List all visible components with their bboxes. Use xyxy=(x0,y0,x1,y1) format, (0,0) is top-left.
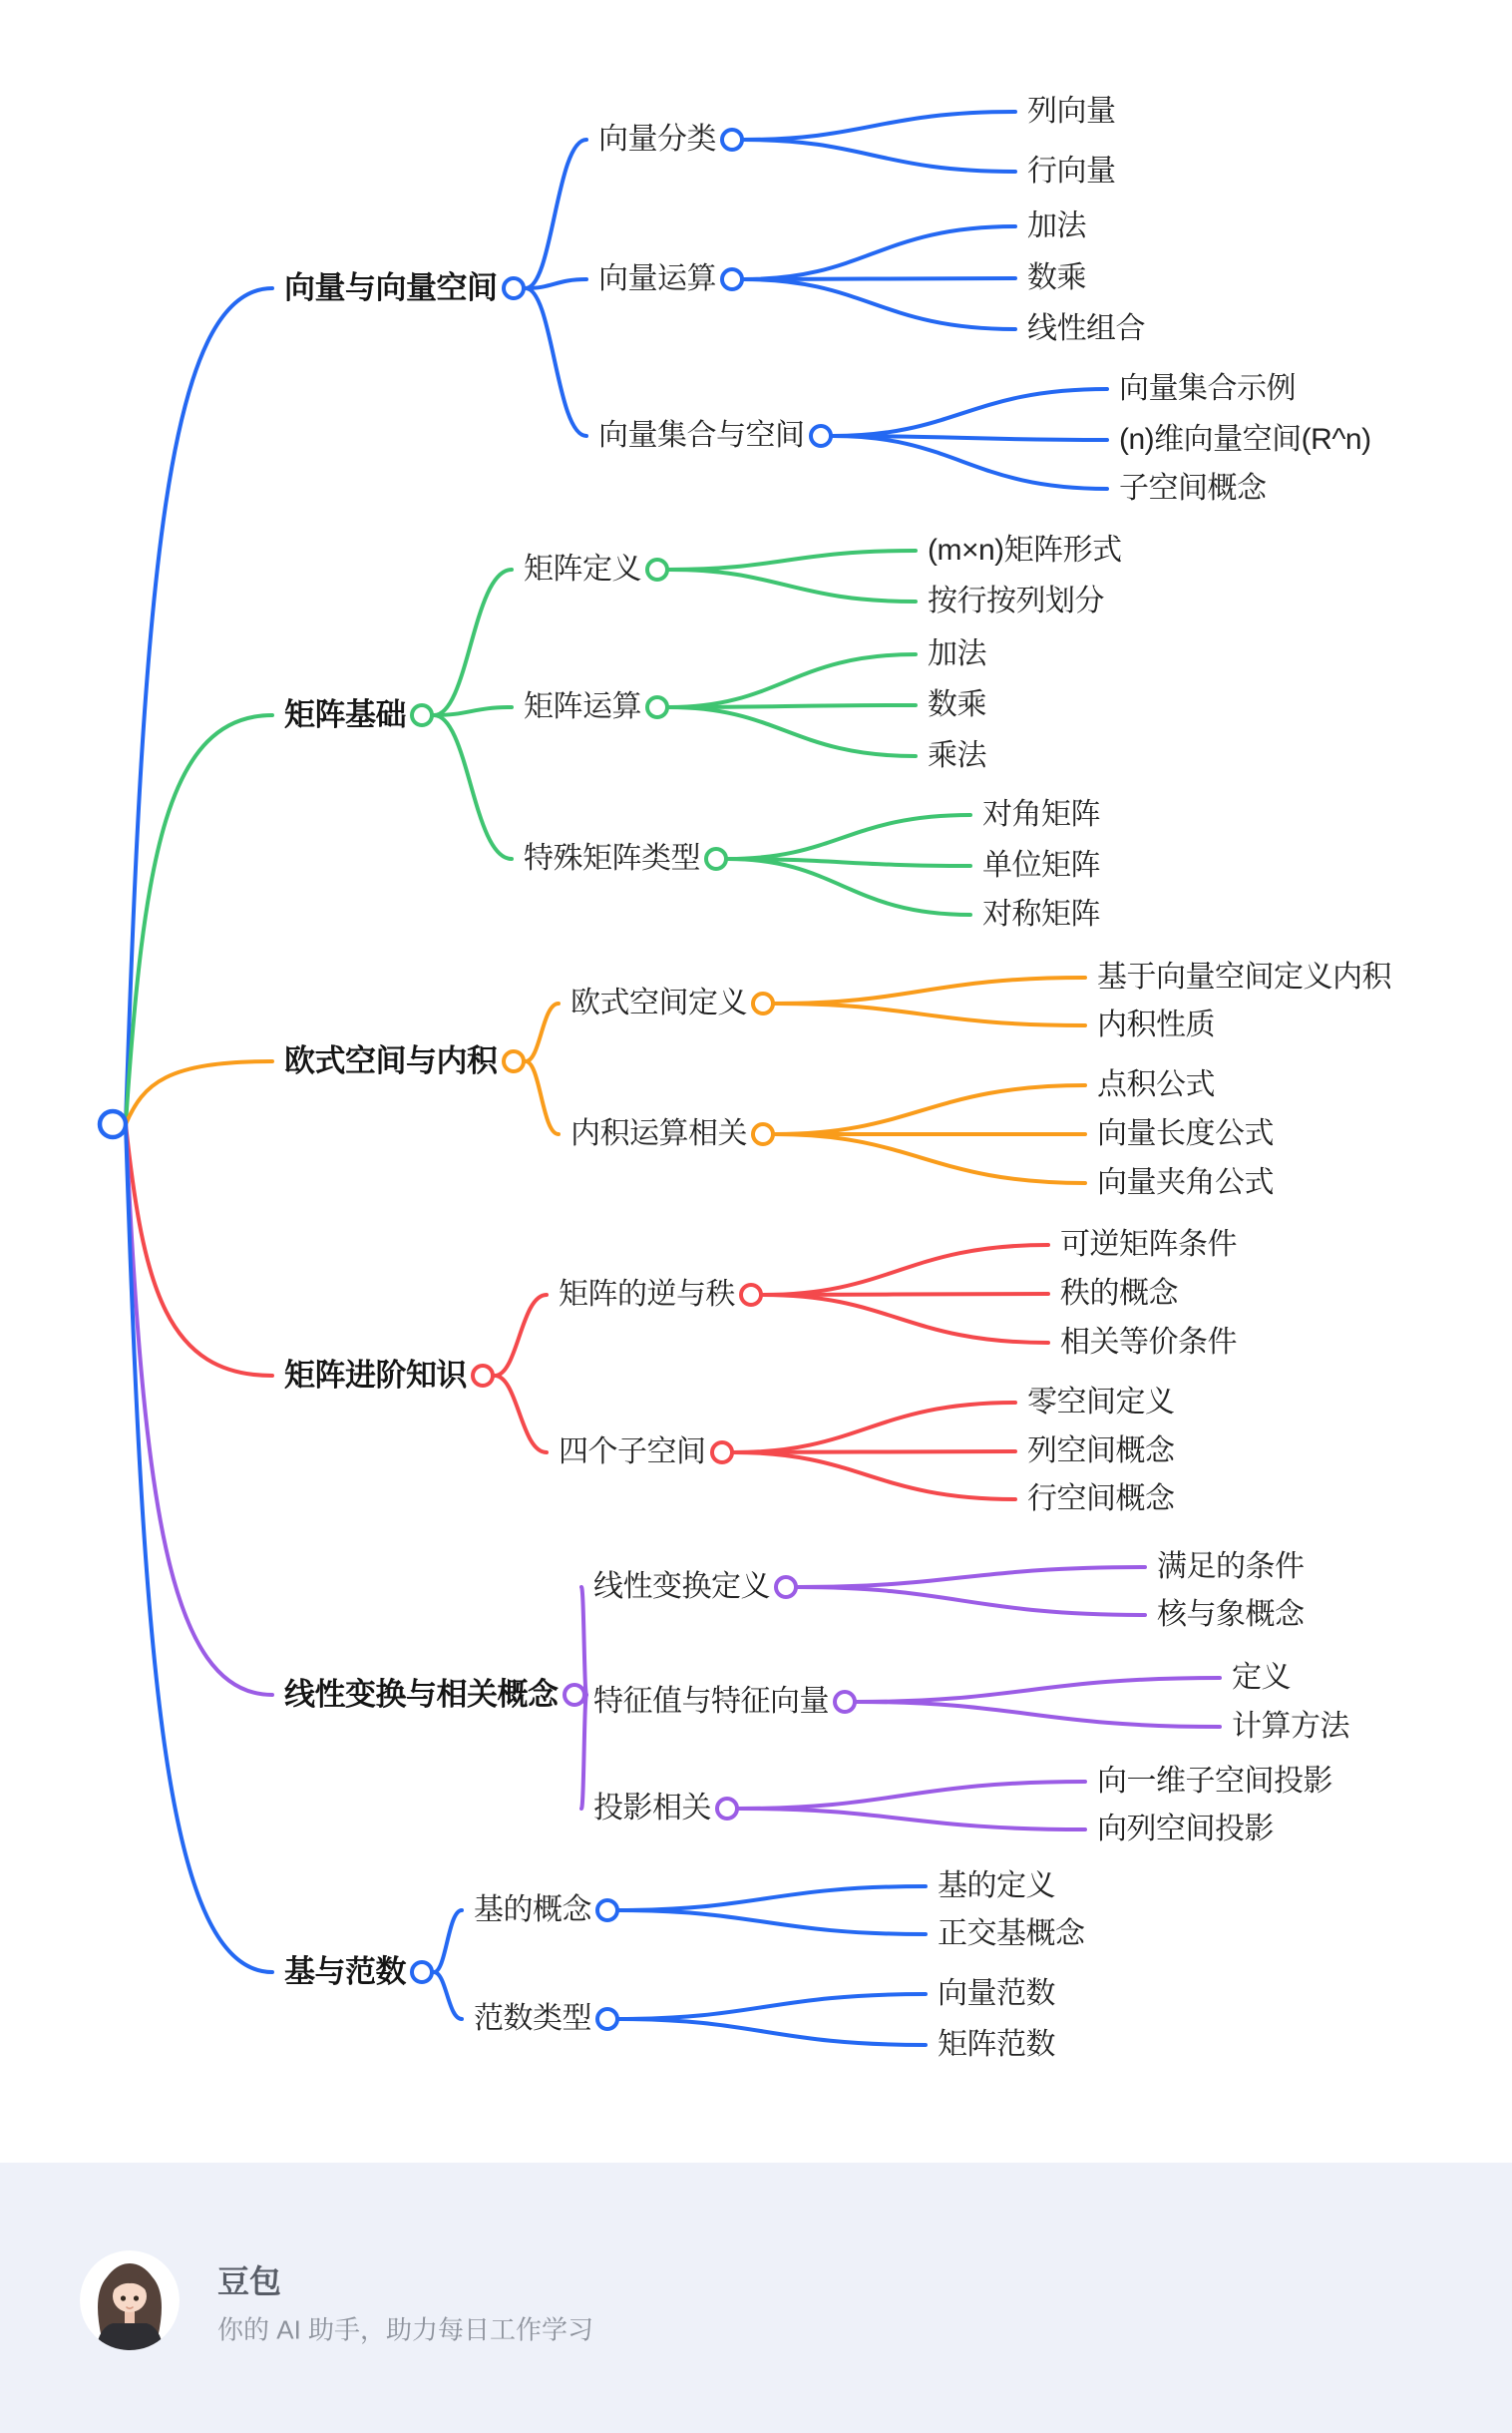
node-connector-circle xyxy=(811,426,831,446)
node-vector-classification[interactable]: 向量分类 xyxy=(598,122,716,156)
branch-curve xyxy=(495,1376,547,1452)
branch-curve xyxy=(434,715,512,859)
node-connector-circle xyxy=(504,278,524,298)
branch-curve xyxy=(857,1678,1220,1702)
node-connector-circle xyxy=(717,1799,737,1819)
branch-euclidean-space-inner-product[interactable]: 欧式空间与内积 xyxy=(284,1043,498,1079)
branch-curve xyxy=(739,1809,1085,1829)
branch-curve xyxy=(744,278,1015,279)
branch-curve xyxy=(669,705,916,707)
leaf-dot-product-formula[interactable]: 点积公式 xyxy=(1097,1067,1215,1101)
branch-curve xyxy=(126,1124,272,1972)
branch-curve xyxy=(798,1587,1145,1615)
leaf-linear-combination[interactable]: 线性组合 xyxy=(1027,311,1145,345)
leaf-row-vector[interactable]: 行向量 xyxy=(1027,154,1116,188)
leaf-vector-length-formula[interactable]: 向量长度公式 xyxy=(1097,1116,1274,1150)
branch-curve xyxy=(526,1004,559,1061)
app-name: 豆包 xyxy=(217,2263,282,2299)
node-connector-circle xyxy=(597,1900,617,1920)
node-connector-circle xyxy=(473,1366,493,1386)
node-connector-circle xyxy=(835,1692,855,1712)
leaf-vector-addition[interactable]: 加法 xyxy=(1027,208,1086,242)
node-norm-types[interactable]: 范数类型 xyxy=(474,2001,591,2035)
leaf-kernel-and-image-concept[interactable]: 核与象概念 xyxy=(1157,1597,1305,1631)
leaf-column-space-concept[interactable]: 列空间概念 xyxy=(1027,1433,1175,1467)
branch-curve xyxy=(669,551,916,570)
node-connector-circle xyxy=(597,2009,617,2029)
leaf-vector-scalar-multiplication[interactable]: 数乘 xyxy=(1027,260,1086,294)
leaf-symmetric-matrix[interactable]: 对称矩阵 xyxy=(982,897,1100,931)
leaf-matrix-multiplication[interactable]: 乘法 xyxy=(928,738,986,772)
branch-curve xyxy=(833,436,1107,489)
branch-curve xyxy=(526,140,586,288)
leaf-rank-concept[interactable]: 秩的概念 xyxy=(1060,1276,1178,1310)
leaf-inner-product-properties[interactable]: 内积性质 xyxy=(1097,1008,1215,1041)
branch-curve xyxy=(434,1910,462,1972)
branch-curve xyxy=(775,978,1085,1004)
branch-curve xyxy=(619,1910,926,1934)
leaf-row-space-concept[interactable]: 行空间概念 xyxy=(1027,1481,1175,1515)
branch-curve xyxy=(619,2019,926,2045)
branch-curve xyxy=(669,570,916,602)
node-matrix-definition[interactable]: 矩阵定义 xyxy=(524,552,641,586)
branch-curve xyxy=(126,1061,272,1124)
branch-curve xyxy=(833,389,1107,436)
branch-curve xyxy=(734,1452,1015,1499)
node-connector-circle xyxy=(753,1124,773,1144)
app-tagline: 你的 AI 助手，助力每日工作学习 xyxy=(217,2314,594,2345)
leaf-identity-matrix[interactable]: 单位矩阵 xyxy=(982,848,1100,882)
branch-curve xyxy=(775,1004,1085,1025)
leaf-orthogonal-basis-concept[interactable]: 正交基概念 xyxy=(938,1916,1085,1950)
branch-curve xyxy=(744,140,1015,172)
leaf-matrix-addition[interactable]: 加法 xyxy=(928,636,986,670)
leaf-projection-onto-1d-subspace[interactable]: 向一维子空间投影 xyxy=(1097,1764,1332,1798)
node-connector-circle xyxy=(722,269,742,289)
branch-curve xyxy=(526,1061,559,1134)
node-connector-circle xyxy=(753,994,773,1014)
node-vector-operations[interactable]: 向量运算 xyxy=(598,261,716,295)
node-connector-circle xyxy=(741,1285,761,1305)
branch-curve xyxy=(775,1085,1085,1134)
branch-curve xyxy=(669,707,916,756)
leaf-n-dim-vector-space[interactable]: (n)维向量空间(R^n) xyxy=(1119,422,1371,456)
leaf-vector-set-example[interactable]: 向量集合示例 xyxy=(1119,371,1296,405)
leaf-eigen-definition[interactable]: 定义 xyxy=(1232,1660,1291,1694)
leaf-null-space-definition[interactable]: 零空间定义 xyxy=(1027,1385,1175,1419)
avatar-eye-left xyxy=(121,2295,126,2300)
doubao-avatar xyxy=(80,2250,180,2350)
branch-curve xyxy=(581,1695,586,1809)
node-connector-circle xyxy=(412,1962,432,1982)
leaf-conditions-satisfied[interactable]: 满足的条件 xyxy=(1157,1549,1305,1583)
node-basis-concept[interactable]: 基的概念 xyxy=(474,1892,591,1926)
branch-curve xyxy=(763,1295,1048,1343)
branch-vector-and-vector-space[interactable]: 向量与向量空间 xyxy=(284,270,498,306)
branch-curve xyxy=(744,226,1015,279)
node-vector-sets-and-space[interactable]: 向量集合与空间 xyxy=(598,418,805,452)
leaf-column-vector[interactable]: 列向量 xyxy=(1027,94,1116,128)
branch-curve xyxy=(763,1245,1048,1295)
branch-curve xyxy=(798,1567,1145,1587)
node-connector-circle xyxy=(647,697,667,717)
node-connector-circle xyxy=(712,1442,732,1462)
node-special-matrix-types[interactable]: 特殊矩阵类型 xyxy=(524,841,700,875)
node-matrix-inverse-and-rank[interactable]: 矩阵的逆与秩 xyxy=(559,1277,735,1311)
leaf-matrix-scalar-multiplication[interactable]: 数乘 xyxy=(928,687,986,721)
leaf-subspace-concept[interactable]: 子空间概念 xyxy=(1119,471,1267,505)
branch-curve xyxy=(739,1782,1085,1809)
branch-curve xyxy=(857,1702,1220,1727)
branch-curve xyxy=(434,570,512,715)
node-matrix-operations[interactable]: 矩阵运算 xyxy=(524,689,641,723)
branch-curve xyxy=(526,288,586,436)
leaf-inner-product-on-vector-space[interactable]: 基于向量空间定义内积 xyxy=(1097,960,1391,994)
avatar-neck xyxy=(125,2310,135,2324)
branch-curve xyxy=(126,1124,272,1376)
leaf-mxn-matrix-form[interactable]: (m×n)矩阵形式 xyxy=(928,533,1122,567)
branch-curve xyxy=(744,279,1015,329)
leaf-basis-definition[interactable]: 基的定义 xyxy=(938,1868,1055,1902)
branch-curve xyxy=(581,1587,586,1695)
leaf-computation-method[interactable]: 计算方法 xyxy=(1232,1709,1349,1743)
footer-bar xyxy=(0,2163,1512,2433)
branch-curve xyxy=(126,288,272,1124)
node-connector-circle xyxy=(412,705,432,725)
leaf-vector-angle-formula[interactable]: 向量夹角公式 xyxy=(1097,1165,1274,1199)
branch-curve xyxy=(763,1294,1048,1295)
leaf-vector-norm[interactable]: 向量范数 xyxy=(938,1976,1055,2010)
branch-curve xyxy=(669,654,916,707)
node-connector-circle xyxy=(722,130,742,150)
node-connector-circle xyxy=(504,1051,524,1071)
avatar-shirt xyxy=(96,2323,164,2350)
leaf-projection-onto-column-space[interactable]: 向列空间投影 xyxy=(1097,1812,1274,1845)
node-four-subspaces[interactable]: 四个子空间 xyxy=(559,1434,706,1468)
node-connector-circle xyxy=(100,1111,126,1137)
node-projection-related[interactable]: 投影相关 xyxy=(593,1791,711,1825)
leaf-row-column-partition[interactable]: 按行按列划分 xyxy=(928,584,1104,617)
branch-matrix-basics[interactable]: 矩阵基础 xyxy=(284,697,406,733)
branch-curve xyxy=(619,1994,926,2019)
branch-curve xyxy=(728,815,970,859)
branch-curve xyxy=(495,1295,547,1376)
branch-curve xyxy=(734,1451,1015,1452)
branch-curve xyxy=(434,1972,462,2019)
node-inner-product-operations[interactable]: 内积运算相关 xyxy=(570,1116,747,1150)
avatar-eye-right xyxy=(134,2295,139,2300)
leaf-matrix-norm[interactable]: 矩阵范数 xyxy=(938,2027,1055,2061)
branch-linear-transformations[interactable]: 线性变换与相关概念 xyxy=(284,1677,559,1713)
node-connector-circle xyxy=(776,1577,796,1597)
node-connector-circle xyxy=(706,849,726,869)
branch-curve xyxy=(619,1886,926,1910)
branch-advanced-matrix-knowledge[interactable]: 矩阵进阶知识 xyxy=(284,1358,467,1394)
leaf-equivalent-conditions[interactable]: 相关等价条件 xyxy=(1060,1325,1237,1359)
node-connector-circle xyxy=(565,1685,584,1705)
leaf-diagonal-matrix[interactable]: 对角矩阵 xyxy=(982,797,1100,831)
branch-curve xyxy=(126,1124,272,1695)
branch-curve xyxy=(775,1134,1085,1183)
branch-curve xyxy=(734,1403,1015,1452)
node-euclidean-space-definition[interactable]: 欧式空间定义 xyxy=(570,986,747,1019)
node-linear-transformation-definition[interactable]: 线性变换定义 xyxy=(593,1569,770,1603)
node-connector-circle xyxy=(647,560,667,580)
branch-basis-and-norms[interactable]: 基与范数 xyxy=(284,1954,406,1990)
branch-curve xyxy=(744,112,1015,140)
leaf-invertible-matrix-conditions[interactable]: 可逆矩阵条件 xyxy=(1060,1227,1237,1261)
node-eigenvalues-eigenvectors[interactable]: 特征值与特征向量 xyxy=(593,1684,829,1718)
